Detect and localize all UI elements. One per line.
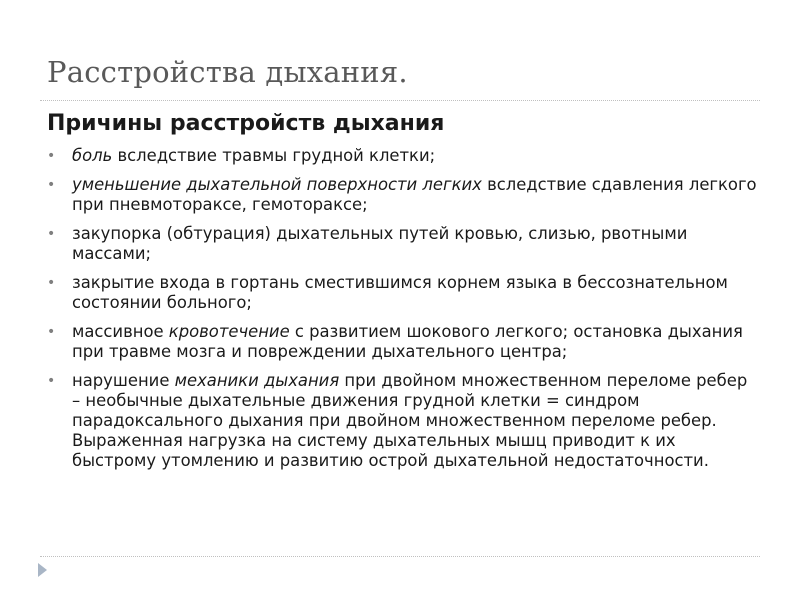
bullet-dot-icon: • [47, 177, 56, 193]
slide-subtitle: Причины расстройств дыхания [47, 111, 445, 136]
bullet-dot-icon: • [47, 275, 56, 291]
bullet-emphasis-text: механики дыхания [174, 371, 340, 390]
bullet-item [47, 273, 759, 313]
bullet-emphasis-text: уменьшение дыхательной поверхности легких [72, 175, 482, 194]
bullet-emphasis-text: кровотечение [168, 322, 290, 341]
footer-divider [40, 556, 760, 557]
bullet-item [47, 371, 759, 471]
bullet-emphasis-text: боль [72, 146, 113, 165]
bullet-item [47, 146, 759, 166]
bullet-item [47, 175, 759, 215]
bullet-item [47, 224, 759, 264]
bullet-dot-icon: • [47, 226, 56, 242]
bullet-text: закупорка (обтурация) дыхательных путей кровью, слизью, рвотными массами; [72, 224, 688, 263]
slide-title: Расстройства дыхания. [47, 55, 408, 89]
title-divider [40, 100, 760, 101]
bullet-dot-icon: • [47, 373, 56, 389]
bullet-text: при двойном множественном переломе ребер – необычные дыхательные движения грудной клетки = синдром парадоксального дыхания при двойном множественном переломе ребер. Выраженная нагрузка на систему дыхательных мышц приводит к их быстрому утомлению и развитию острой дыхательной недостаточности. [72, 371, 748, 470]
bullet-dot-icon: • [47, 148, 56, 164]
bullet-text: закрытие входа в гортань сместившимся корнем языка в бессознательном состоянии больного; [72, 273, 728, 312]
bullet-list [47, 146, 759, 480]
bullet-text: вследствие сдавления легкого при пневмотораксе, гемотораксе; [72, 175, 757, 214]
bullet-text: нарушение [72, 371, 175, 390]
next-slide-icon[interactable] [38, 563, 47, 577]
bullet-text: с развитием шокового легкого; остановка дыхания при травме мозга и повреждении дыхательного центра; [72, 322, 743, 361]
bullet-item [47, 322, 759, 362]
bullet-text: массивное [72, 322, 169, 341]
bullet-text: вследствие травмы грудной клетки; [112, 146, 436, 165]
bullet-dot-icon: • [47, 324, 56, 340]
